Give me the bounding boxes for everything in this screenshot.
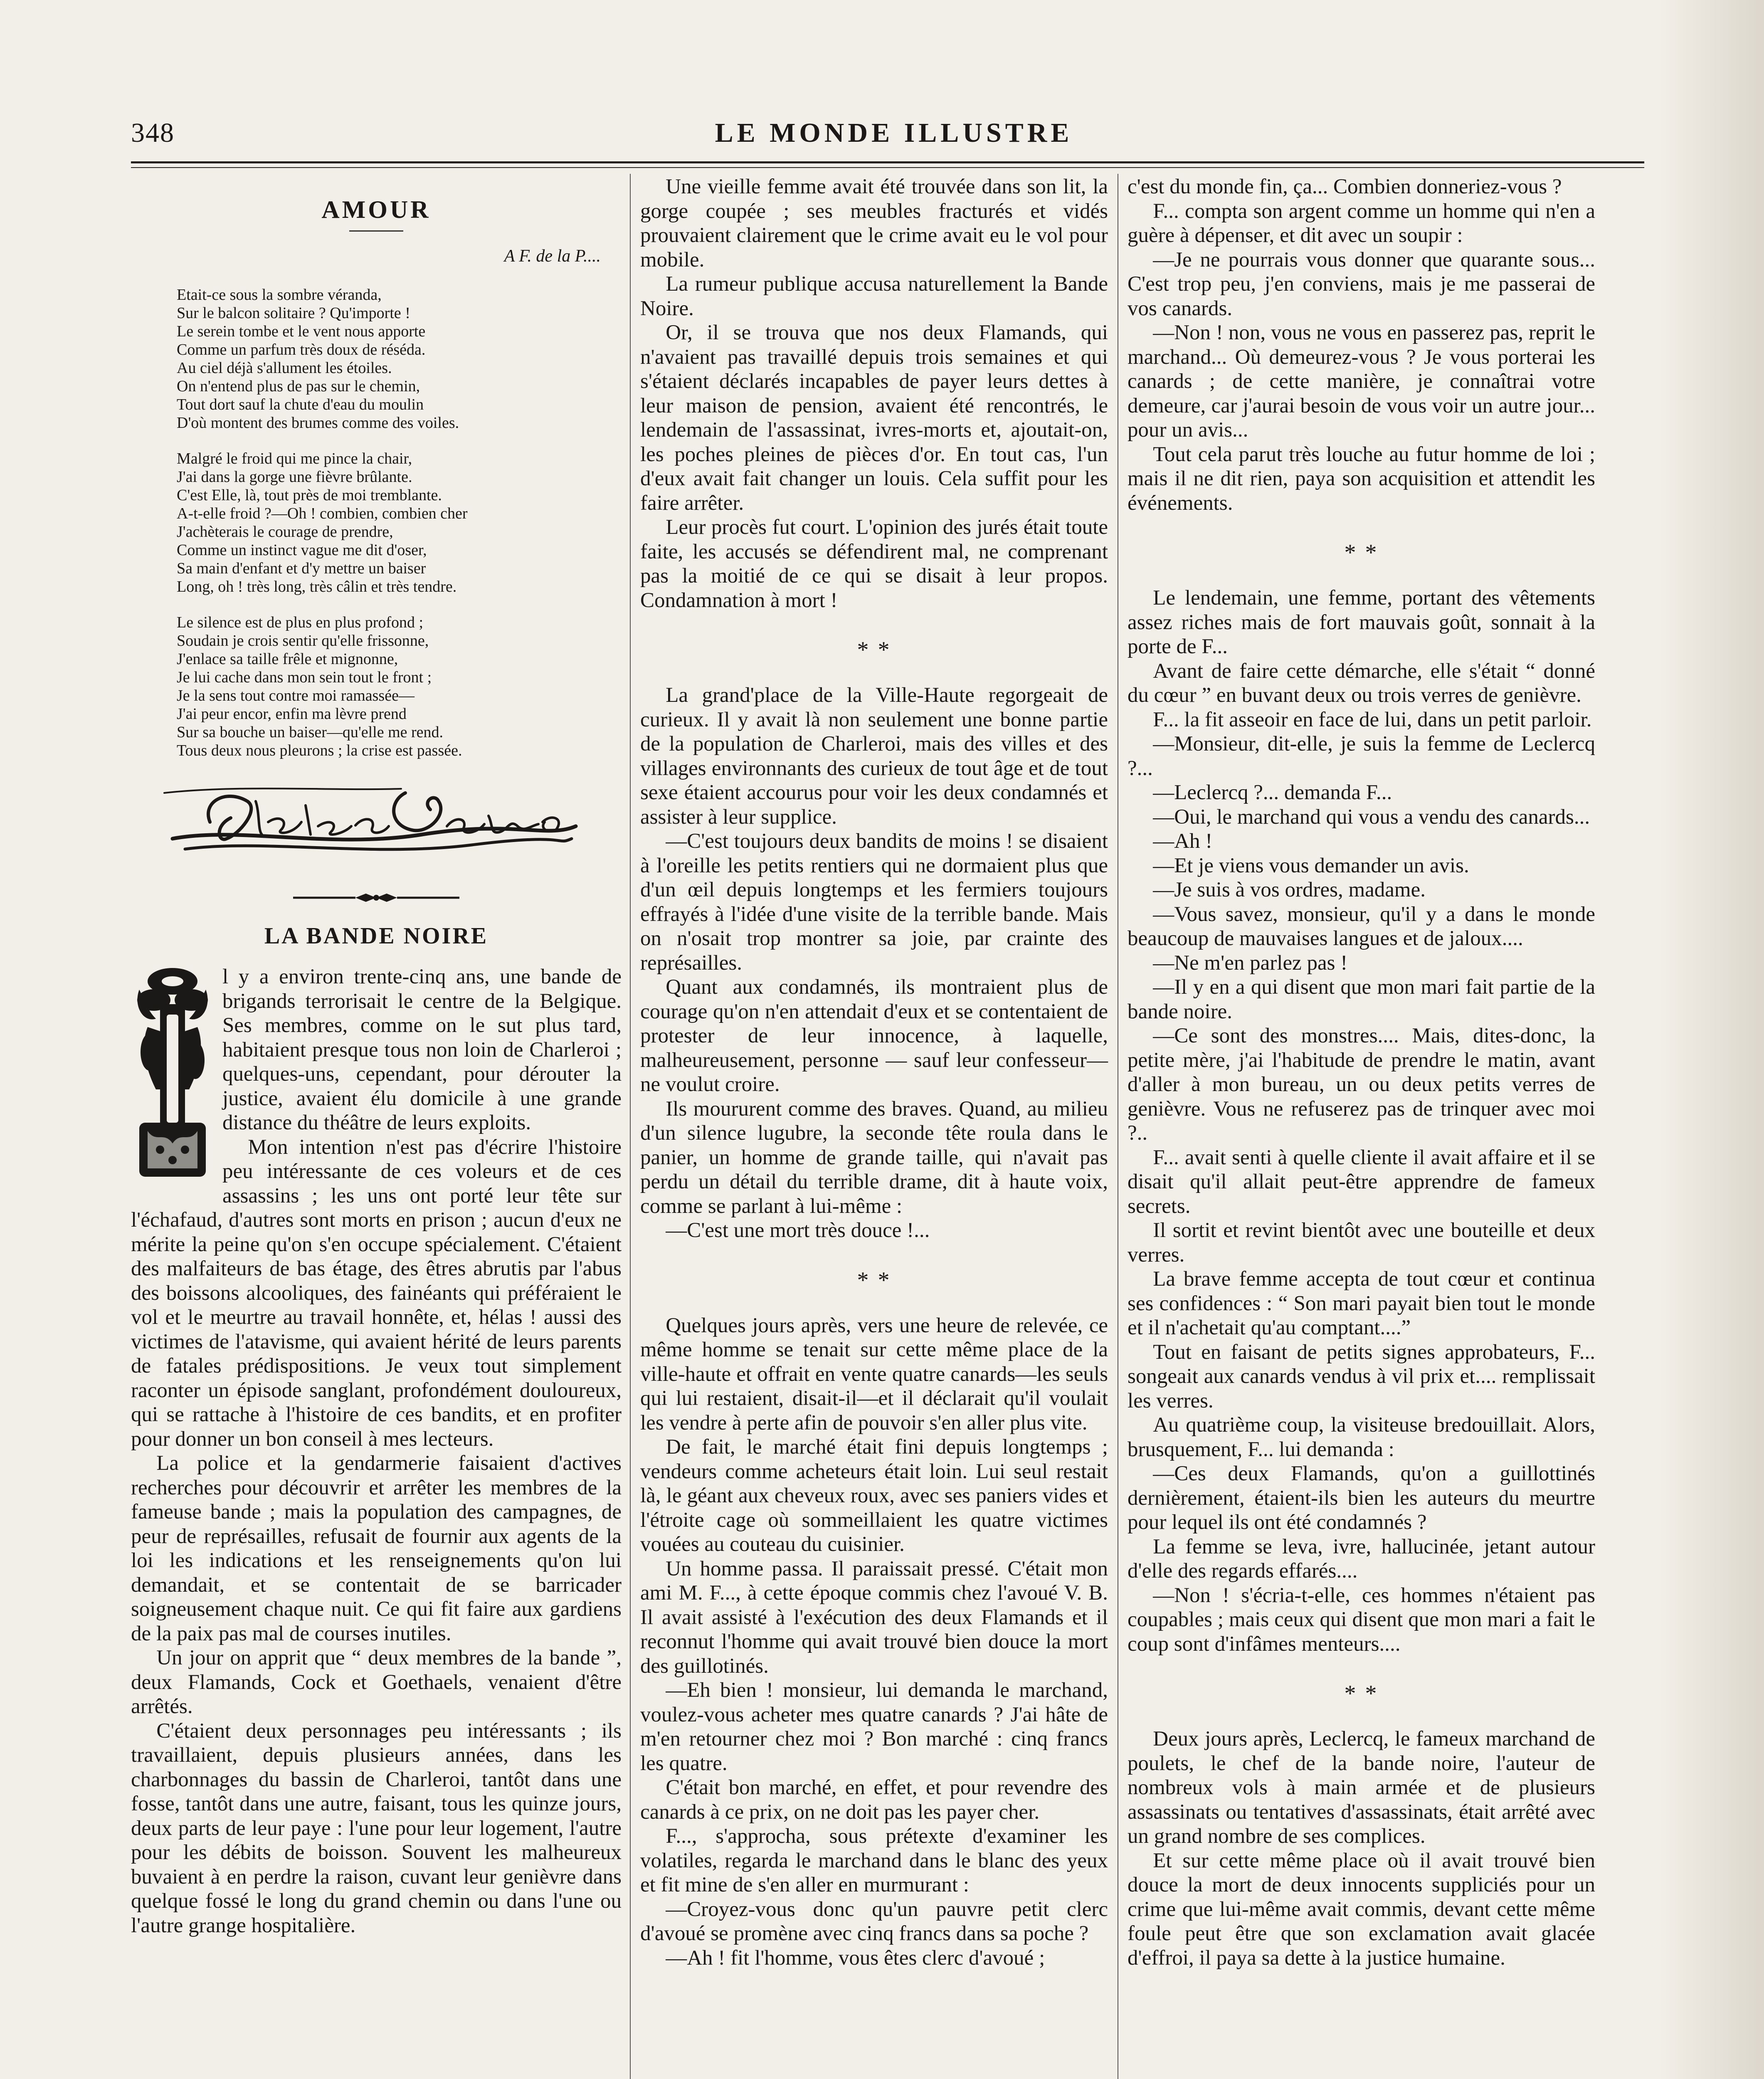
poem-stanza xyxy=(177,613,622,760)
poem-line: Malgré le froid qui me pince la chair, xyxy=(177,450,412,467)
poem-dedication: A F. de la P.... xyxy=(504,246,601,266)
article-paragraph: —Vous savez, monsieur, qu'il y a dans le monde beaucoup de mauvaises langues et de jaloux.... xyxy=(1127,902,1595,950)
poem-line: J'ai peur encor, enfin ma lèvre prend xyxy=(177,705,407,723)
article-paragraph: —Ces deux Flamands, qu'on a guillottinés dernièrement, étaient-ils bien les auteurs du meurtre pour lequel ils ont été condamnés ? xyxy=(1127,1462,1595,1534)
article-paragraph: c'est du monde fin, ça... Combien donneriez-vous ? xyxy=(1127,175,1562,198)
article-paragraph: C'étaient deux personnages peu intéressants ; ils travaillaient, depuis plusieurs années, dans les charbonnages du bassin de Charleroi, tantôt dans une fosse, tantôt dans une autre, faisant, tous les quinze jours, deux parts de leur paye : l'une pour leur logement, l'autre pour les débits de boisson. Souvent les malheureux buvaient à en perdre la raison, cuvant leur genièvre dans quelque fossé le long du grand chemin ou dans l'une ou l'autre grange hospitalière. xyxy=(131,1719,622,1937)
poem-line: Tous deux nous pleurons ; la crise est passée. xyxy=(177,742,462,759)
article-paragraph: —Monsieur, dit-elle, je suis la femme de Leclercq ?... xyxy=(1127,732,1595,780)
paper-edge-stain xyxy=(1659,0,1764,2079)
title-rule xyxy=(349,230,403,232)
poem-line: Sa main d'enfant et d'y mettre un baiser xyxy=(177,560,426,577)
article-paragraph: Mon intention n'est pas d'écrire l'histoire peu intéressante de ces voleurs et de ces assassins ; les uns ont porté leur tête sur l'échafaud, d'autres sont morts en prison ; aucun d'eux ne mérite la peine qu'on s'en occupe spécialement. C'étaient des malfaiteurs de bas étage, des êtres abrutis par l'abus des boissons alcooliques, des fainéants qui préféraient le vol et le meurtre au travail honnête, et, hélas ! aussi des victimes de l'atavisme, qui avaient hérité de leurs parents de fatales prédispositions. Je veux tout simplement raconter un épisode sanglant, profondément douloureux, qui se rattache à l'histoire de ces bandits, et en profiter pour donner un bon conseil à mes lecteurs. xyxy=(131,1135,622,1451)
article-paragraph: —Ah ! fit l'homme, vous êtes clerc d'avoué ; xyxy=(666,1946,1045,1970)
article-paragraph: La brave femme accepta de tout cœur et continua ses confidences : “ Son mari payait bien tout le monde et il n'achetait qu'au comptant....” xyxy=(1127,1267,1595,1339)
poem-line: On n'entend plus de pas sur le chemin, xyxy=(177,378,420,395)
column-1 xyxy=(131,175,622,1938)
article-paragraph: —Ah ! xyxy=(1153,830,1213,853)
poem-line: Comme un parfum très doux de réséda. xyxy=(177,341,426,358)
poem-line: J'achèterais le courage de prendre, xyxy=(177,523,393,541)
section-break-asterisks: * * xyxy=(857,637,891,663)
poem-line: A-t-elle froid ?—Oh ! combien, combien cher xyxy=(177,505,468,522)
poem-line: D'où montent des brumes comme des voiles. xyxy=(177,414,459,432)
column-divider xyxy=(630,174,631,2079)
header-rule xyxy=(131,161,1644,163)
article-paragraph: Un homme passa. Il paraissait pressé. C'était mon ami M. F..., à cette époque commis chez l'avoué V. B. Il avait assisté à l'exécution des deux Flamands et il reconnut l'homme qui avait trouvé bien douce la mort des guillotinés. xyxy=(640,1557,1108,1678)
section-break-asterisks: * * xyxy=(1344,1681,1379,1706)
article-paragraph: —Il y en a qui disent que mon mari fait partie de la bande noire. xyxy=(1127,975,1595,1023)
article-paragraph: F..., s'approcha, sous prétexte d'examiner les volatiles, regarda le marchand dans le blanc des yeux et fit mine de s'en aller en murmurant : xyxy=(640,1825,1108,1896)
poem-line: Le silence est de plus en plus profond ; xyxy=(177,614,424,631)
article-paragraph: F... la fit asseoir en face de lui, dans un petit parloir. xyxy=(1153,708,1592,731)
article-paragraph: De fait, le marché était fini depuis longtemps ; vendeurs comme acheteurs était loin. Lui seul restait là, le géant aux cheveux roux, avec ses paniers vides et l'étroite cage où sommeillaient les quatre victimes vouées au couteau du cuisinier. xyxy=(640,1435,1108,1556)
poem-line: Je la sens tout contre moi ramassée— xyxy=(177,687,414,704)
poem-line: Sur sa bouche un baiser—qu'elle me rend. xyxy=(177,723,444,741)
article-paragraph: —Ce sont des monstres.... Mais, dites-donc, la petite mère, j'ai l'habitude de prendre le matin, avant d'aller à mon bureau, un ou deux petits verres de genièvre. Vous ne refuserez pas de trinquer avec moi ?.. xyxy=(1127,1024,1595,1145)
article-paragraph: Le lendemain, une femme, portant des vêtements assez riches mais de fort mauvais goût, sonnait à la porte de F... xyxy=(1127,586,1595,658)
poem-stanza xyxy=(177,286,622,432)
article-paragraph: Or, il se trouva que nos deux Flamands, qui n'avaient pas travaillé depuis trois semaines et qui s'étaient déclarés incapables de payer leurs dettes à leur maison de pension, avaient été rencontrés, le lendemain de l'assassinat, ivres-morts et, ajoutait-on, les poches pleines de pièces d'or. En tout cas, l'un d'eux avait fait changer un louis. Cela suffit pour les faire arrêter. xyxy=(640,321,1108,515)
article-title: LA BANDE NOIRE xyxy=(264,923,488,949)
article-paragraph: —Croyez-vous donc qu'un pauvre petit clerc d'avoué se promène avec cinq francs dans sa poche ? xyxy=(640,1897,1108,1945)
poem-line: Tout dort sauf la chute d'eau du moulin xyxy=(177,396,424,413)
article-paragraph: La rumeur publique accusa naturellement la Bande Noire. xyxy=(640,272,1108,320)
poem-stanza xyxy=(177,449,622,596)
poem-line: Soudain je crois sentir qu'elle frissonne, xyxy=(177,632,429,649)
poem-line: Le serein tombe et le vent nous apporte xyxy=(177,323,426,340)
article-paragraph: Avant de faire cette démarche, elle s'était “ donné du cœur ” en buvant deux ou trois verres de genièvre. xyxy=(1127,659,1595,707)
article-paragraph: Il sortit et revint bientôt avec une bouteille et deux verres. xyxy=(1127,1219,1595,1267)
poem-line: Au ciel déjà s'allument les étoiles. xyxy=(177,359,392,377)
article-paragraph: Un jour on apprit que “ deux membres de la bande ”, deux Flamands, Cock et Goethaels, venaient d'être arrêtés. xyxy=(131,1646,622,1718)
journal-title: LE MONDE ILLUSTRE xyxy=(715,118,1073,148)
article-paragraph: F... avait senti à quelle cliente il avait affaire et il se disait qu'il allait peut-être apprendre de fameux secrets. xyxy=(1127,1146,1595,1218)
poem-line: Comme un instinct vague me dit d'oser, xyxy=(177,541,427,559)
article-paragraph: l y a environ trente-cinq ans, une bande de brigands terrorisait le centre de la Belgique. Ses membres, comme on le sut plus tard, habitaient presque tous non loin de Charleroi ; quelques-uns, cependant, pour dérouter la justice, avaient élu domicile à une grande distance du théâtre de leurs exploits. xyxy=(222,965,622,1134)
article-paragraph: —Et je viens vous demander un avis. xyxy=(1153,854,1469,877)
article-paragraph: —Ne m'en parlez pas ! xyxy=(1153,951,1348,975)
poem-title: AMOUR xyxy=(321,196,431,223)
article-paragraph: Et sur cette même place où il avait trouvé bien douce la mort de deux innocents suppliciés pour un crime que lui-même avait commis, devant cette même foule peut être que son exclamation avait glacée d'effroi, il paya sa dette à la justice humaine. xyxy=(1127,1849,1595,1970)
article-paragraph: La femme se leva, ivre, hallucinée, jetant autour d'elle des regards effarés.... xyxy=(1127,1535,1595,1583)
header-rule-thin xyxy=(131,167,1644,168)
poem-line: C'est Elle, là, tout près de moi tremblante. xyxy=(177,486,442,504)
column-3 xyxy=(1127,175,1595,1970)
article-paragraph: C'était bon marché, en effet, et pour revendre des canards à ce prix, on ne doit pas les payer cher. xyxy=(640,1776,1108,1824)
article-paragraph: —C'est toujours deux bandits de moins ! se disaient à l'oreille les petits rentiers qui ne dormaient plus que d'un œil depuis longtemps et les fermiers toujours effrayés à l'idée d'une visite de la terrible bande. Mais on n'osait trop montrer sa joie, par crainte des représailles. xyxy=(640,830,1108,975)
article-paragraph: —Je ne pourrais vous donner que quarante sous... C'est trop peu, j'en conviens, mais je me passerai de vos canards. xyxy=(1127,248,1595,320)
article-paragraph: Leur procès fut court. L'opinion des jurés était toute faite, les accusés se défendirent mal, ne comprenant pas la moitié de ce qui se disait à leur propos. Condamnation à mort ! xyxy=(640,516,1108,612)
article-paragraph: —Leclercq ?... demanda F... xyxy=(1153,781,1392,804)
signature-graphic xyxy=(156,776,592,864)
article-paragraph: —C'est une mort très douce !... xyxy=(666,1219,930,1242)
poem-line: Sur le balcon solitaire ? Qu'importe ! xyxy=(177,304,410,322)
article-paragraph: Ils moururent comme des braves. Quand, au milieu d'un silence lugubre, la seconde tête roula dans le panier, un homme de grande taille, qui n'avait pas perdu un détail du terrible drame, dit à haute voix, comme se parlant à lui-même : xyxy=(640,1097,1108,1218)
article-paragraph: —Non ! non, vous ne vous en passerez pas, reprit le marchand... Où demeurez-vous ? Je vous porterai les canards ; de cette manière, je connaîtrai votre demeure, car j'aurai besoin de vous voir un autre jour... pour un avis... xyxy=(1127,321,1595,442)
article-paragraph: —Oui, le marchand qui vous a vendu des canards... xyxy=(1153,805,1590,829)
article-paragraph: —Non ! s'écria-t-elle, ces hommes n'étaient pas coupables ; mais ceux qui disent que mon mari a fait le coup sont d'infâmes menteurs.... xyxy=(1127,1583,1595,1656)
poem-line: J'ai dans la gorge une fièvre brûlante. xyxy=(177,468,412,486)
poem-line: Je lui cache dans mon sein tout le front ; xyxy=(177,669,432,686)
poem-body xyxy=(131,286,622,760)
column-2 xyxy=(640,175,1108,1970)
poem-line: Long, oh ! très long, très câlin et très tendre. xyxy=(177,578,457,595)
poem-line: Etait-ce sous la sombre véranda, xyxy=(177,286,382,304)
section-break-asterisks: * * xyxy=(857,1267,891,1293)
article-paragraph: Deux jours après, Leclercq, le fameux marchand de poulets, le chef de la bande noire, l'auteur de nombreux vols à main armée et de plusieurs assassinats ou tentatives d'assassinats, était arrêté avec un grand nombre de ses complices. xyxy=(1127,1727,1595,1848)
article-paragraph: Tout en faisant de petits signes approbateurs, F... songeait aux canards vendus à vil prix et.... remplissait les verres. xyxy=(1127,1340,1595,1412)
section-ornament xyxy=(289,890,464,905)
article-paragraph: Quant aux condamnés, ils montraient plus de courage qu'on n'en attendait d'eux et se contentaient de protester de leur innocence, à laquelle, malheureusement, personne — sauf leur confesseur—ne voulut croire. xyxy=(640,975,1108,1096)
article-paragraph: —Eh bien ! monsieur, lui demanda le marchand, voulez-vous acheter mes quatre canards ? J'ai hâte de m'en retourner chez moi ? Bon marché : cinq francs les quatre. xyxy=(640,1679,1108,1775)
article-paragraph: —Je suis à vos ordres, madame. xyxy=(1153,878,1426,901)
article-paragraph: La grand'place de la Ville-Haute regorgeait de curieux. Il y avait là non seulement une bonne partie de la population de Charleroi, mais des villes et des villages environnants des curieux de tout âge et de tout sexe étaient accourus pour voir les deux condamnés et assister à leur supplice. xyxy=(640,684,1108,829)
article-paragraph: F... compta son argent comme un homme qui n'en a guère à dépenser, et dit avec un soupir : xyxy=(1127,199,1595,247)
decorated-initial-i-icon xyxy=(131,965,214,1185)
article-paragraph: Une vieille femme avait été trouvée dans son lit, la gorge coupée ; ses meubles fracturés et vidés prouvaient clairement que le crime avait eu le vol pour mobile. xyxy=(640,175,1108,272)
article-paragraph: La police et la gendarmerie faisaient d'actives recherches pour découvrir et arrêter les membres de la fameuse bande ; mais la population des campagnes, de peur de représailles, refusait de fournir aux agents de la loi les indications et les renseignements qu'on lui demandait, et se contentait de se barricader soigneusement chaque nuit. Ce qui fit faire aux gardiens de la paix pas mal de courses inutiles. xyxy=(131,1452,622,1645)
poem-line: J'enlace sa taille frêle et mignonne, xyxy=(177,650,398,668)
article-paragraph: Au quatrième coup, la visiteuse bredouillait. Alors, brusquement, F... lui demanda : xyxy=(1127,1413,1595,1461)
page-number: 348 xyxy=(131,118,175,148)
article-paragraph: Quelques jours après, vers une heure de relevée, ce même homme se tenait sur cette même place de la ville-haute et offrait en vente quatre canards—les seuls qui lui restaient, disait-il—et il déclarait qu'il voulait les vendre à perte afin de pouvoir s'en aller plus vite. xyxy=(640,1314,1108,1435)
author-signature xyxy=(156,776,622,869)
section-break-asterisks: * * xyxy=(1344,540,1379,565)
article-paragraph: Tout cela parut très louche au futur homme de loi ; mais il ne dit rien, paya son acquisition et attendit les événements. xyxy=(1127,442,1595,515)
